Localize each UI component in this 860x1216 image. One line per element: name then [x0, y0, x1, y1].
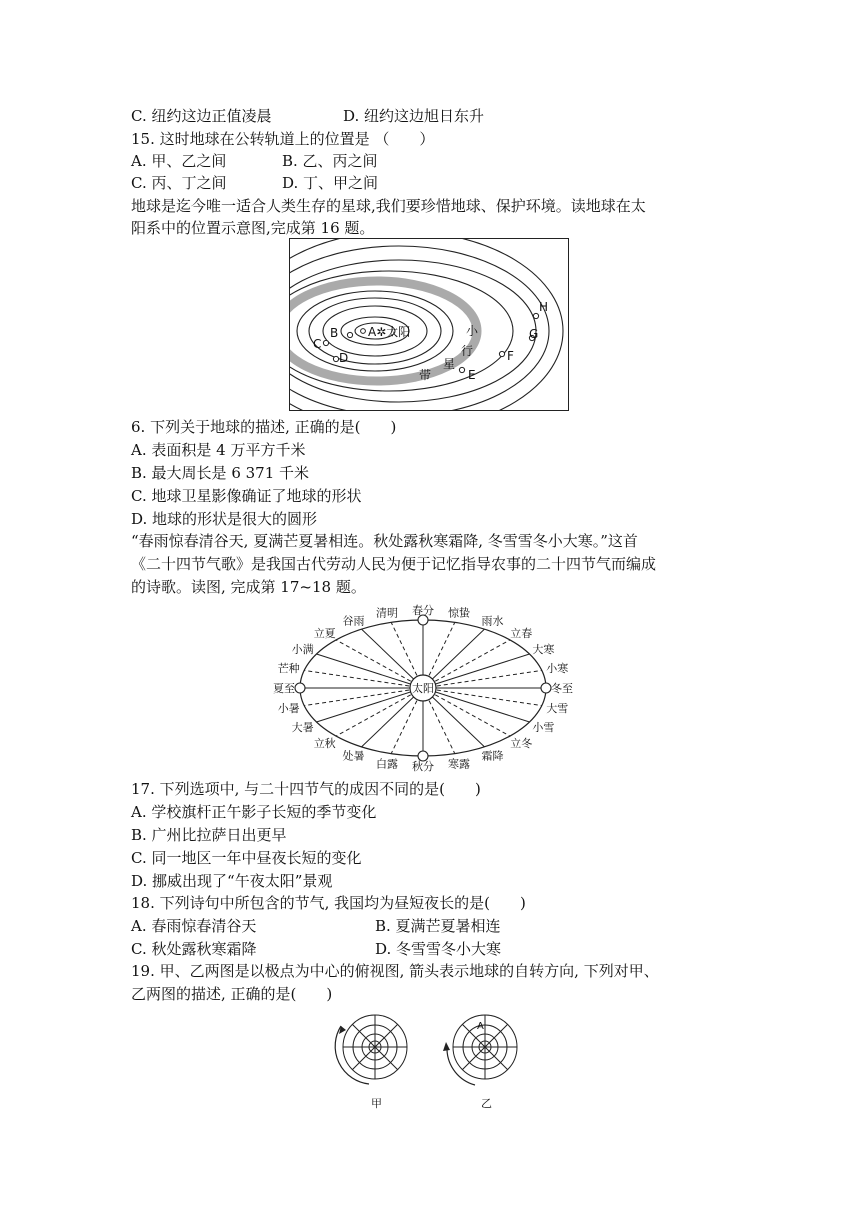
caption-jia: 甲 [371, 1097, 382, 1110]
earth-xiazhi [295, 683, 305, 693]
q16-stem: 6. 下列关于地球的描述, 正确的是( ) [131, 418, 397, 436]
term-label: 夏至 [273, 682, 295, 695]
term-label: 白露 [376, 757, 398, 771]
q14-option-c: C. 纽约这边正值凌晨 [131, 107, 272, 125]
belt-char-3: 星 [443, 357, 456, 371]
polar-diagram-jia [343, 1015, 407, 1079]
intro17-line1: “春雨惊春清谷天, 夏满芒夏暑相连。秋处露秋寒霜降, 冬雪雪冬小大寒。”这首 [131, 532, 638, 550]
q17-option-d: D. 挪威出现了“午夜太阳”景观 [131, 872, 333, 890]
intro16-line2: 阳系中的位置示意图,完成第 16 题。 [131, 219, 375, 237]
term-label: 立秋 [313, 737, 336, 751]
q17-option-c: C. 同一地区一年中昼夜长短的变化 [131, 849, 362, 867]
term-label: 霜降 [481, 749, 504, 763]
q16-option-a: A. 表面积是 4 万平方千米 [131, 441, 306, 459]
sun-label: 太阳 [412, 682, 434, 695]
q19-line1: 19. 甲、乙两图是以极点为中心的俯视图, 箭头表示地球的自转方向, 下列对甲、 [131, 962, 659, 980]
earth-dongzhi [541, 683, 551, 693]
planet-e [459, 367, 464, 372]
sun-label: A✲太阳 [368, 325, 411, 339]
q15-option-b: B. 乙、丙之间 [282, 152, 378, 170]
intro17-line3: 的诗歌。读图, 完成第 17~18 题。 [131, 578, 366, 596]
q15-option-c: C. 丙、丁之间 [131, 174, 227, 192]
rotation-arrow-jia [335, 1026, 369, 1084]
planet-d [333, 356, 338, 361]
planet-h [533, 313, 538, 318]
term-label: 立夏 [313, 626, 336, 640]
q17-option-a: A. 学校旗杆正午影子长短的季节变化 [131, 803, 377, 821]
label-b: B [330, 326, 339, 340]
q18-option-c: C. 秋处露秋寒霜降 [131, 940, 257, 958]
label-c: C [313, 337, 322, 351]
term-label: 大暑 [291, 721, 314, 734]
term-label: 大寒 [532, 643, 555, 656]
term-spoke [423, 688, 530, 722]
intro17-line2: 《二十四节气歌》是我国古代劳动人民为便于记忆指导农事的二十四节气而编成 [131, 555, 657, 573]
point-a-label: A [477, 1021, 484, 1032]
q17-stem: 17. 下列选项中, 与二十四节气的成因不同的是( ) [131, 780, 481, 798]
belt-char-2: 行 [461, 344, 474, 358]
term-label: 立冬 [510, 737, 533, 751]
q17-option-b: B. 广州比拉萨日出更早 [131, 826, 287, 844]
polar-view-figure [325, 1005, 535, 1115]
term-label: 大雪 [546, 702, 569, 716]
term-label: 谷雨 [342, 614, 365, 628]
term-spoke [316, 654, 423, 688]
label-g: G [529, 327, 539, 341]
label-h: H [539, 300, 549, 314]
term-label: 清明 [376, 606, 398, 620]
term-spoke [423, 688, 542, 706]
q16-option-b: B. 最大周长是 6 371 千米 [131, 464, 310, 482]
belt-char-4: 带 [419, 368, 432, 382]
intro16-line1: 地球是迄今唯一适合人类生存的星球,我们要珍惜地球、保护环境。读地球在太 [131, 197, 646, 215]
q18-stem: 18. 下列诗句中所包含的节气, 我国均为昼短夜长的是( ) [131, 894, 526, 912]
planet-c [323, 340, 328, 345]
term-label: 小寒 [546, 661, 569, 675]
term-label: 雨水 [481, 614, 504, 628]
term-label: 小暑 [277, 702, 300, 716]
rotation-arrow-yi-head [443, 1042, 450, 1051]
q18-option-b: B. 夏满芒夏暑相连 [375, 917, 501, 935]
q18-option-a: A. 春雨惊春清谷天 [131, 917, 257, 935]
q16-option-d: D. 地球的形状是很大的圆形 [131, 510, 318, 528]
label-d: D [339, 351, 349, 365]
term-spoke [304, 670, 423, 688]
term-label: 冬至 [551, 682, 573, 695]
term-label: 春分 [412, 604, 434, 617]
term-label: 处暑 [342, 749, 365, 763]
term-label: 小雪 [532, 721, 555, 734]
term-label: 惊蛰 [448, 606, 470, 620]
planet-a [361, 329, 366, 334]
term-label: 小满 [291, 643, 314, 656]
q15-stem: 15. 这时地球在公转轨道上的位置是 （ ） [131, 130, 435, 148]
solar-system-figure [289, 238, 569, 411]
planet-f [499, 351, 504, 356]
belt-char-1: 小 [466, 324, 479, 338]
q15-option-a: A. 甲、乙之间 [131, 152, 227, 170]
caption-yi: 乙 [481, 1097, 492, 1110]
polar-diagram-yi [453, 1015, 517, 1079]
term-label: 秋分 [412, 760, 434, 773]
solar-terms-figure [255, 596, 605, 778]
label-f: F [507, 349, 514, 363]
term-label: 寒露 [448, 757, 470, 771]
term-spoke [304, 688, 423, 706]
q15-option-d: D. 丁、甲之间 [282, 174, 379, 192]
q18-option-d: D. 冬雪雪冬小大寒 [375, 940, 502, 958]
q16-option-c: C. 地球卫星影像确证了地球的形状 [131, 487, 362, 505]
term-label: 立春 [510, 626, 533, 640]
label-e: E [468, 368, 476, 382]
term-spoke [316, 688, 423, 722]
term-label: 芒种 [277, 661, 300, 675]
term-spoke [423, 654, 530, 688]
q14-option-d: D. 纽约这边旭日东升 [343, 107, 485, 125]
planet-b [347, 332, 352, 337]
term-spoke [423, 670, 542, 688]
q19-line2: 乙两图的描述, 正确的是( ) [131, 985, 333, 1003]
